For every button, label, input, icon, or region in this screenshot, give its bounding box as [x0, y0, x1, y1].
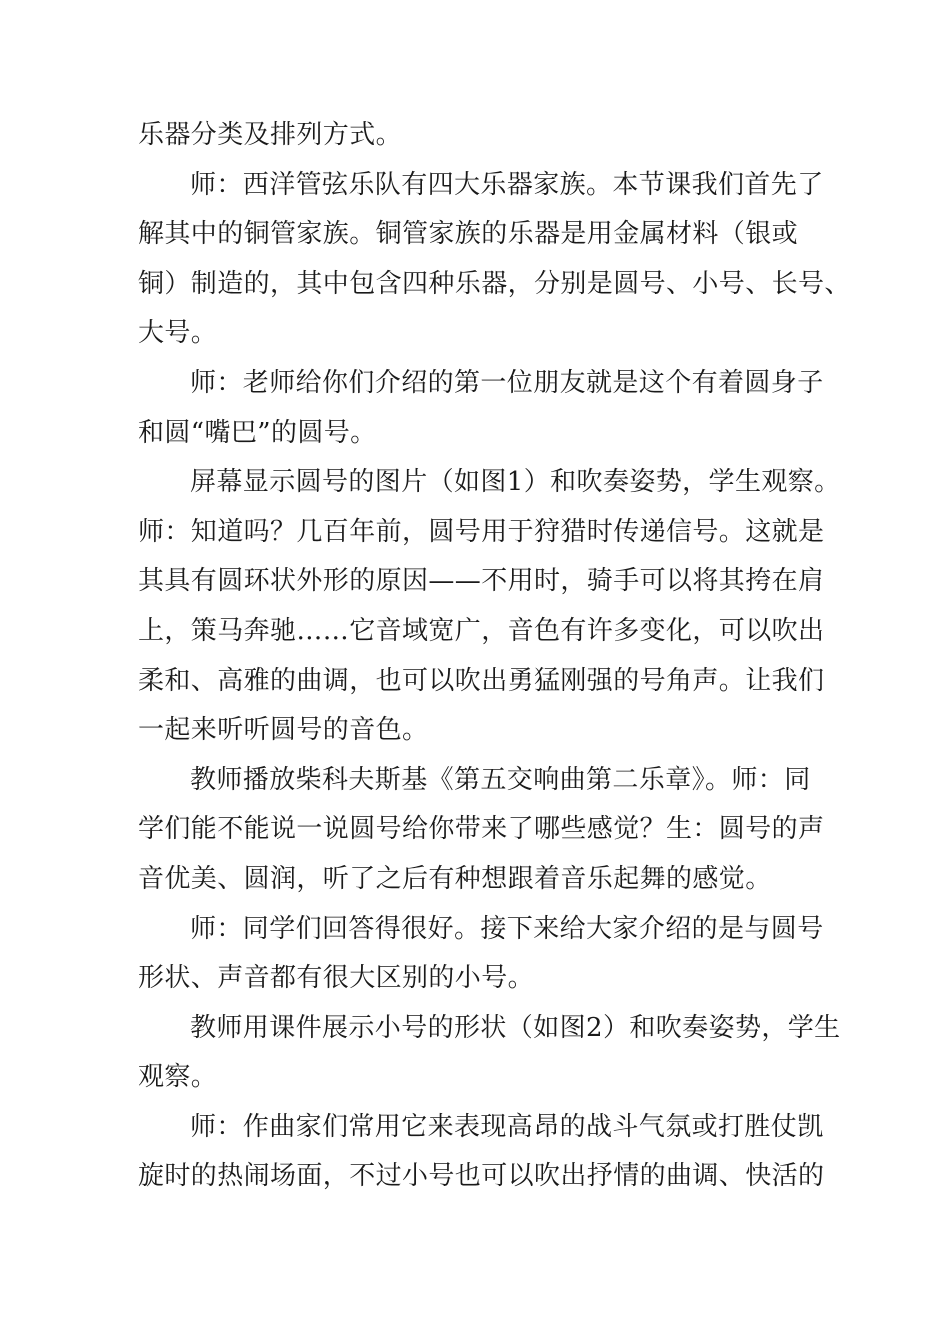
- text-line: 上，策马奔驰……它音域宽广，音色有许多变化，可以吹出: [138, 615, 825, 646]
- text-line: 师：老师给你们介绍的第一位朋友就是这个有着圆身子: [190, 367, 824, 398]
- text-line: 和圆“嘴巴”的圆号。: [138, 417, 377, 448]
- text-line: 学们能不能说一说圆号给你带来了哪些感觉？生：圆号的声: [138, 814, 825, 845]
- text-line: 师：西洋管弦乐队有四大乐器家族。本节课我们首先了: [190, 169, 824, 200]
- text-line: 师：知道吗？几百年前，圆号用于狩猎时传递信号。这就是: [138, 516, 825, 547]
- text-line: 一起来听听圆号的音色。: [138, 715, 429, 746]
- text-line: 乐器分类及排列方式。: [138, 120, 403, 150]
- text-line: 屏幕显示圆号的图片（如图1）和吹奏姿势，学生观察。: [190, 467, 841, 498]
- text-line: 音优美、圆润，听了之后有种想跟着音乐起舞的感觉。: [138, 863, 772, 894]
- text-line: 观察。: [138, 1062, 218, 1093]
- text-line: 其具有圆环状外形的原因——不用时，骑手可以将其挎在肩: [138, 566, 825, 597]
- text-line: 教师播放柴科夫斯基《第五交响曲第二乐章》。师：同: [190, 764, 811, 795]
- text-line: 铜）制造的，其中包含四种乐器，分别是圆号、小号、长号、: [138, 268, 851, 299]
- text-line: 师：作曲家们常用它来表现高昂的战斗气氛或打胜仗凯: [190, 1111, 824, 1142]
- text-line: 教师用课件展示小号的形状（如图2）和吹奏姿势，学生: [190, 1012, 841, 1043]
- document-body: [138, 111, 851, 1202]
- text-line: 师：同学们回答得很好。接下来给大家介绍的是与圆号: [190, 913, 824, 944]
- text-line: 柔和、高雅的曲调，也可以吹出勇猛刚强的号角声。让我们: [138, 665, 825, 696]
- text-line: 旋时的热闹场面，不过小号也可以吹出抒情的曲调、快活的: [138, 1161, 825, 1192]
- text-line: 解其中的铜管家族。铜管家族的乐器是用金属材料（银或: [138, 219, 799, 250]
- text-line: 形状、声音都有很大区别的小号。: [138, 963, 535, 994]
- text-line: 大号。: [138, 318, 218, 349]
